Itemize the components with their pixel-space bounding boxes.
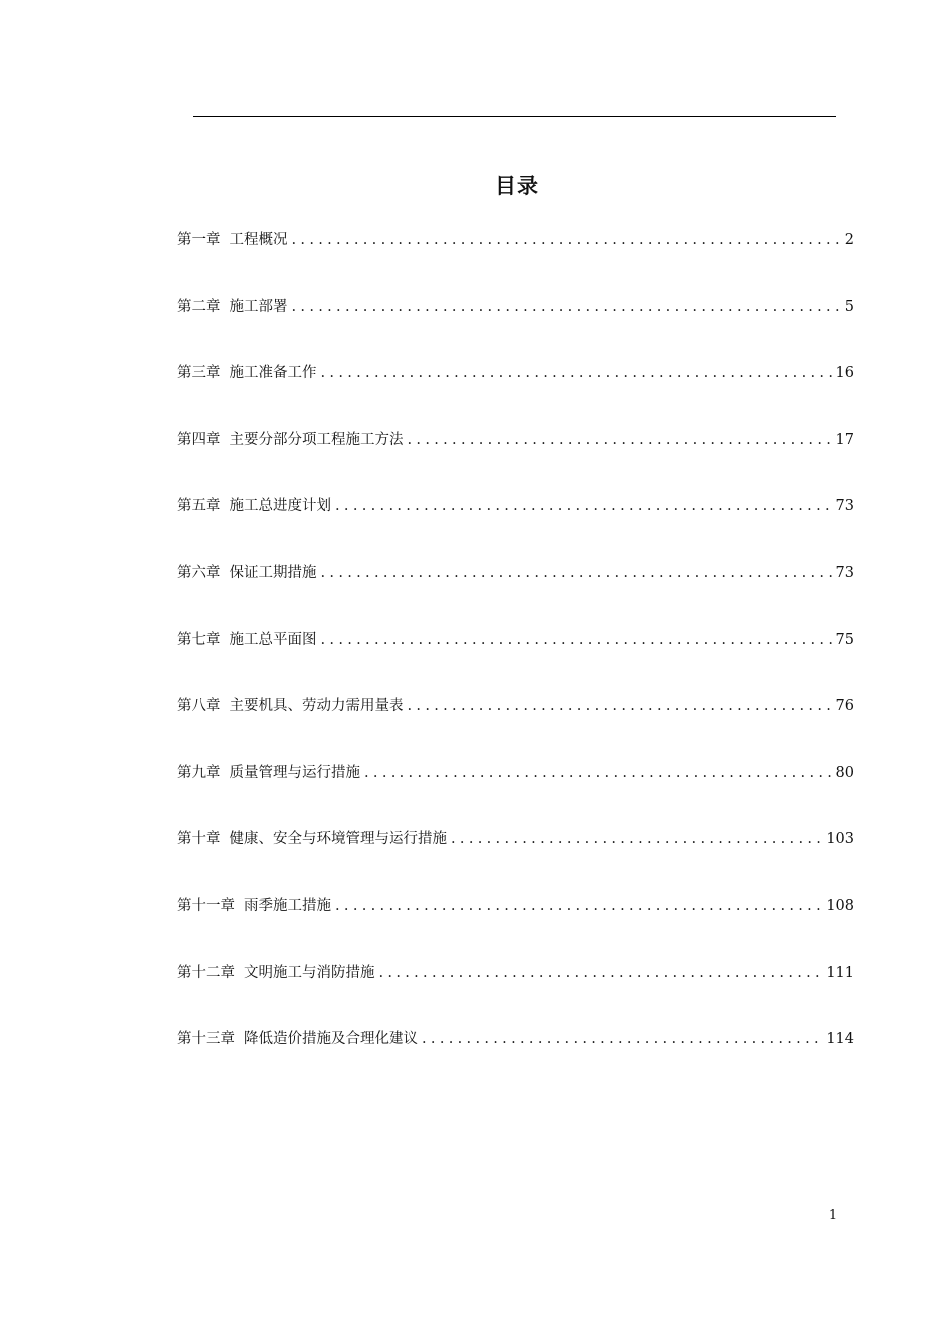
toc-chapter-number: 第十二章 xyxy=(177,964,235,981)
toc-page-number: 114 xyxy=(826,1031,854,1048)
toc-chapter-number: 第七章 xyxy=(177,631,221,648)
toc-dot-leader xyxy=(379,961,823,985)
toc-chapter-number: 第六章 xyxy=(177,564,221,581)
toc-page-number: 76 xyxy=(835,698,854,715)
toc-chapter-number: 第八章 xyxy=(177,698,221,715)
toc-page-number: 16 xyxy=(835,365,854,382)
toc-page-number: 73 xyxy=(835,498,854,515)
toc-entry[interactable] xyxy=(177,561,854,628)
toc-chapter-number: 第二章 xyxy=(177,298,221,315)
toc-entry[interactable] xyxy=(177,894,854,961)
toc-dot-leader xyxy=(292,228,841,252)
toc-page-number: 2 xyxy=(844,232,854,248)
toc-dot-leader xyxy=(422,1027,822,1051)
toc-chapter-title: 主要机具、劳动力需用量表 xyxy=(229,698,404,715)
toc-chapter-number: 第四章 xyxy=(177,431,221,448)
toc-page-number: 108 xyxy=(826,897,854,914)
toc-dot-leader xyxy=(335,894,822,918)
toc-dot-leader xyxy=(335,494,832,518)
toc-entry[interactable] xyxy=(177,961,854,1028)
toc-dot-leader xyxy=(451,827,822,851)
toc-list xyxy=(177,228,854,1094)
toc-dot-leader xyxy=(321,361,832,385)
toc-entry[interactable] xyxy=(177,428,854,495)
toc-page-number: 111 xyxy=(826,964,854,981)
toc-entry[interactable] xyxy=(177,628,854,695)
toc-entry[interactable] xyxy=(177,228,854,295)
toc-page-number: 103 xyxy=(826,831,854,848)
toc-dot-leader xyxy=(408,694,832,718)
toc-chapter-title: 雨季施工措施 xyxy=(244,897,331,914)
toc-chapter-title: 保证工期措施 xyxy=(229,564,317,581)
toc-dot-leader xyxy=(364,761,832,785)
toc-chapter-title: 健康、安全与环境管理与运行措施 xyxy=(229,831,447,848)
page-footer-number: 1 xyxy=(828,1208,838,1223)
toc-page-number: 75 xyxy=(835,631,854,648)
toc-chapter-number: 第三章 xyxy=(177,365,221,382)
toc-chapter-title: 施工总平面图 xyxy=(229,631,317,648)
toc-entry[interactable] xyxy=(177,1027,854,1094)
toc-chapter-title: 施工准备工作 xyxy=(229,365,317,382)
toc-chapter-number: 第五章 xyxy=(177,498,221,515)
toc-chapter-number: 第十一章 xyxy=(177,897,235,914)
toc-chapter-title: 文明施工与消防措施 xyxy=(244,964,375,981)
toc-entry[interactable] xyxy=(177,494,854,561)
toc-page-number: 17 xyxy=(835,431,854,448)
toc-chapter-number: 第九章 xyxy=(177,764,221,781)
header-rule xyxy=(193,116,836,117)
toc-entry[interactable] xyxy=(177,694,854,761)
toc-chapter-number: 第十章 xyxy=(177,831,221,848)
toc-chapter-title: 质量管理与运行措施 xyxy=(229,764,360,781)
toc-chapter-number: 第一章 xyxy=(177,232,221,248)
toc-title: 目录 xyxy=(495,174,539,199)
toc-chapter-title: 施工部署 xyxy=(229,298,288,315)
toc-entry[interactable] xyxy=(177,361,854,428)
toc-dot-leader xyxy=(321,628,832,652)
toc-chapter-title: 施工总进度计划 xyxy=(229,498,331,515)
toc-page-number: 73 xyxy=(835,564,854,581)
toc-entry[interactable] xyxy=(177,295,854,362)
toc-chapter-title: 降低造价措施及合理化建议 xyxy=(244,1031,418,1048)
toc-entry[interactable] xyxy=(177,761,854,828)
toc-chapter-title: 工程概况 xyxy=(229,232,288,248)
toc-dot-leader xyxy=(292,295,841,319)
toc-chapter-number: 第十三章 xyxy=(177,1031,235,1048)
toc-page-number: 80 xyxy=(835,764,854,781)
toc-dot-leader xyxy=(321,561,832,585)
toc-dot-leader xyxy=(408,428,832,452)
toc-entry[interactable] xyxy=(177,827,854,894)
toc-page-number: 5 xyxy=(844,298,854,315)
toc-chapter-title: 主要分部分项工程施工方法 xyxy=(229,431,404,448)
